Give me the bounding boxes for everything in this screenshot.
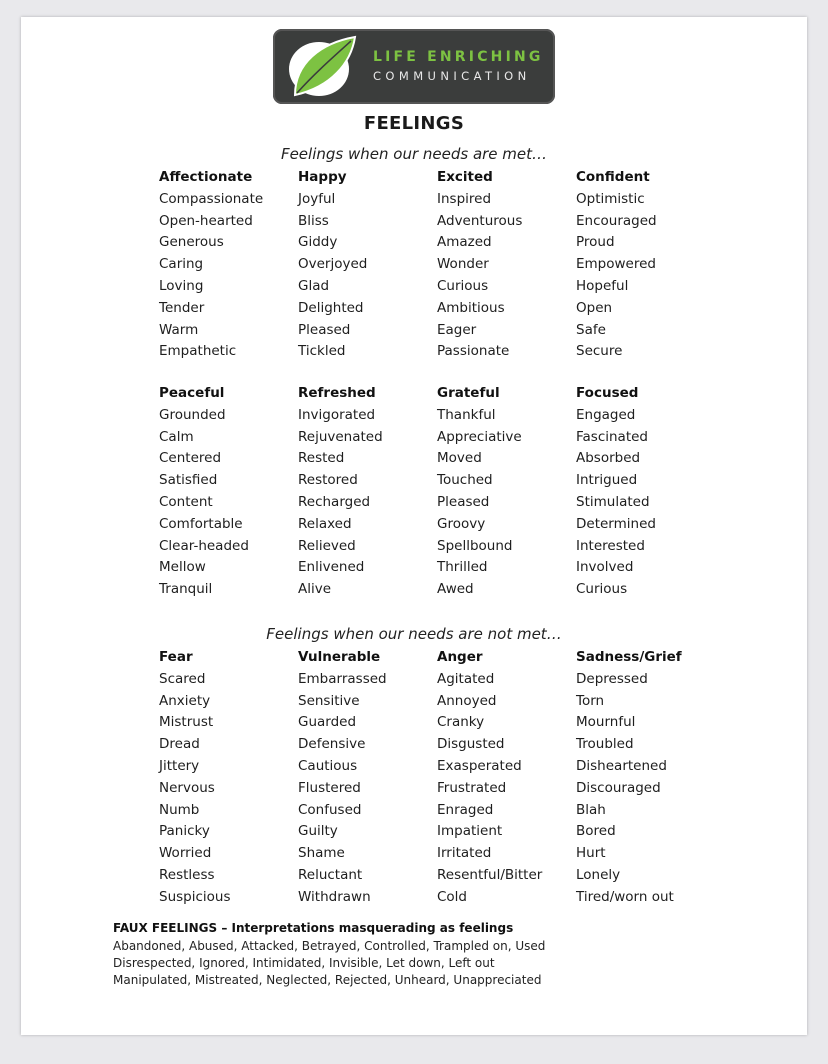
- page-title: FEELINGS: [363, 113, 465, 134]
- feeling-word: Relaxed: [298, 515, 352, 532]
- feeling-word: Agitated: [437, 670, 495, 687]
- feeling-word: Rejuvenated: [298, 428, 383, 445]
- feeling-word: Torn: [576, 692, 605, 709]
- feeling-column: [159, 167, 298, 363]
- feeling-word: Impatient: [437, 823, 503, 840]
- feeling-word: Amazed: [437, 234, 492, 251]
- feeling-word: Empowered: [576, 256, 656, 273]
- feeling-column: [576, 647, 715, 909]
- feeling-word: Irritated: [437, 845, 492, 862]
- category-heading: Refreshed: [298, 385, 376, 401]
- feeling-word: Lonely: [576, 866, 621, 883]
- feeling-word: Disgusted: [437, 736, 505, 753]
- feeling-word: Panicky: [159, 823, 210, 840]
- feeling-word: Moved: [437, 450, 482, 467]
- category-heading: Peaceful: [159, 385, 225, 401]
- category-heading: Affectionate: [159, 169, 253, 185]
- feeling-word: Mellow: [159, 559, 206, 576]
- feeling-word: Touched: [437, 472, 493, 489]
- feeling-word: Sensitive: [298, 692, 360, 709]
- logo-line1: LIFE ENRICHING: [373, 49, 544, 65]
- category-heading: Grateful: [437, 385, 500, 401]
- feeling-column: [437, 647, 576, 909]
- faux-feelings-line: Abandoned, Abused, Attacked, Betrayed, Controlled, Trampled on, Used: [113, 939, 546, 953]
- feeling-word: Engaged: [576, 406, 636, 423]
- feeling-word: Tender: [159, 299, 205, 316]
- feeling-word: Spellbound: [437, 537, 513, 554]
- category-heading: Vulnerable: [298, 649, 381, 665]
- feeling-word: Joyful: [298, 190, 336, 207]
- feeling-word: Suspicious: [159, 888, 231, 905]
- feeling-word: Warm: [159, 321, 199, 338]
- feeling-word: Scared: [159, 670, 206, 687]
- feeling-word: Defensive: [298, 736, 366, 753]
- feeling-word: Awed: [437, 581, 474, 598]
- logo-line2: COMMUNICATION: [373, 69, 531, 83]
- feeling-word: Curious: [437, 277, 489, 294]
- feeling-word: Invigorated: [298, 406, 376, 423]
- feeling-word: Hurt: [576, 845, 606, 862]
- feeling-word: Satisfied: [159, 472, 218, 489]
- feeling-word: Recharged: [298, 493, 371, 510]
- feeling-word: Interested: [576, 537, 645, 554]
- feeling-word: Tranquil: [159, 581, 213, 598]
- feeling-word: Discouraged: [576, 779, 661, 796]
- logo: [273, 29, 555, 104]
- feeling-word: Cold: [437, 888, 468, 905]
- feeling-word: Jittery: [159, 757, 200, 774]
- feeling-word: Glad: [298, 277, 330, 294]
- feeling-word: Blah: [576, 801, 606, 818]
- feeling-column: [298, 167, 437, 363]
- feeling-word: Centered: [159, 450, 222, 467]
- feeling-word: Optimistic: [576, 190, 645, 207]
- feeling-column: [298, 383, 437, 601]
- feeling-word: Secure: [576, 343, 623, 360]
- feeling-word: Safe: [576, 321, 606, 338]
- feeling-word: Shame: [298, 845, 345, 862]
- feeling-word: Bliss: [298, 212, 329, 229]
- feeling-word: Mistrust: [159, 714, 214, 731]
- feeling-word: Relieved: [298, 537, 356, 554]
- feeling-word: Delighted: [298, 299, 364, 316]
- document-page: [21, 17, 807, 1035]
- feeling-word: Rested: [298, 450, 345, 467]
- feeling-word: Overjoyed: [298, 256, 368, 273]
- feeling-column: [437, 383, 576, 601]
- feeling-column: [159, 383, 298, 601]
- feeling-word: Loving: [159, 277, 204, 294]
- leaf-icon: [281, 33, 361, 100]
- faux-feelings-heading: FAUX FEELINGS – Interpretations masquerading as feelings: [113, 921, 514, 935]
- feeling-word: Confused: [298, 801, 362, 818]
- feeling-word: Enlivened: [298, 559, 365, 576]
- feeling-word: Comfortable: [159, 515, 243, 532]
- feeling-word: Absorbed: [576, 450, 641, 467]
- feeling-word: Curious: [576, 581, 628, 598]
- faux-feelings-line: Manipulated, Mistreated, Neglected, Rejected, Unheard, Unappreciated: [113, 973, 542, 987]
- feeling-word: Annoyed: [437, 692, 497, 709]
- feeling-word: Involved: [576, 559, 634, 576]
- feeling-word: Guarded: [298, 714, 357, 731]
- feeling-word: Bored: [576, 823, 616, 840]
- feeling-word: Embarrassed: [298, 670, 387, 687]
- feeling-word: Encouraged: [576, 212, 657, 229]
- feeling-word: Tired/worn out: [576, 888, 674, 905]
- needs-not-met-heading: Feelings when our needs are not met…: [266, 625, 562, 643]
- feeling-word: Cranky: [437, 714, 485, 731]
- feeling-word: Fascinated: [576, 428, 649, 445]
- needs-met-heading: Feelings when our needs are met…: [280, 145, 548, 163]
- feelings-grid-met-1: [159, 167, 715, 363]
- feeling-word: Thrilled: [437, 559, 488, 576]
- feeling-word: Inspired: [437, 190, 492, 207]
- feeling-word: Flustered: [298, 779, 361, 796]
- feeling-word: Troubled: [576, 736, 634, 753]
- category-heading: Sadness/Grief: [576, 649, 682, 665]
- feeling-word: Worried: [159, 845, 212, 862]
- feeling-word: Nervous: [159, 779, 215, 796]
- feelings-grid-not-met: [159, 647, 715, 909]
- feeling-column: [576, 383, 715, 601]
- feeling-word: Disheartened: [576, 757, 667, 774]
- feeling-word: Open: [576, 299, 613, 316]
- feeling-word: Generous: [159, 234, 224, 251]
- feeling-word: Caring: [159, 256, 204, 273]
- feeling-word: Anxiety: [159, 692, 211, 709]
- feeling-word: Reluctant: [298, 866, 363, 883]
- feeling-word: Guilty: [298, 823, 338, 840]
- feeling-word: Depressed: [576, 670, 648, 687]
- feeling-word: Alive: [298, 581, 332, 598]
- feeling-word: Thankful: [437, 406, 496, 423]
- feeling-word: Intrigued: [576, 472, 638, 489]
- category-heading: Happy: [298, 169, 347, 185]
- feeling-word: Tickled: [298, 343, 346, 360]
- feeling-word: Groovy: [437, 515, 486, 532]
- feeling-word: Calm: [159, 428, 194, 445]
- category-heading: Excited: [437, 169, 493, 185]
- feeling-column: [437, 167, 576, 363]
- feeling-word: Ambitious: [437, 299, 505, 316]
- feeling-word: Frustrated: [437, 779, 507, 796]
- feeling-word: Eager: [437, 321, 477, 338]
- feeling-word: Mournful: [576, 714, 636, 731]
- feeling-word: Hopeful: [576, 277, 629, 294]
- feeling-word: Determined: [576, 515, 656, 532]
- category-heading: Anger: [437, 649, 483, 665]
- feeling-word: Pleased: [298, 321, 351, 338]
- feeling-word: Stimulated: [576, 493, 650, 510]
- feeling-word: Grounded: [159, 406, 226, 423]
- feeling-word: Giddy: [298, 234, 338, 251]
- feeling-word: Pleased: [437, 493, 490, 510]
- feeling-word: Adventurous: [437, 212, 523, 229]
- category-heading: Focused: [576, 385, 639, 401]
- feeling-word: Open-hearted: [159, 212, 253, 229]
- feeling-word: Numb: [159, 801, 200, 818]
- feeling-word: Content: [159, 493, 213, 510]
- feeling-column: [159, 647, 298, 909]
- feeling-column: [298, 647, 437, 909]
- category-heading: Confident: [576, 169, 650, 185]
- feeling-word: Restless: [159, 866, 215, 883]
- feeling-word: Exasperated: [437, 757, 522, 774]
- category-heading: Fear: [159, 649, 193, 665]
- feeling-word: Clear-headed: [159, 537, 249, 554]
- feeling-word: Withdrawn: [298, 888, 371, 905]
- feeling-word: Restored: [298, 472, 358, 489]
- feeling-column: [576, 167, 715, 363]
- feeling-word: Proud: [576, 234, 615, 251]
- feeling-word: Compassionate: [159, 190, 264, 207]
- faux-feelings-line: Disrespected, Ignored, Intimidated, Invisible, Let down, Left out: [113, 956, 495, 970]
- feeling-word: Enraged: [437, 801, 494, 818]
- feeling-word: Passionate: [437, 343, 510, 360]
- feeling-word: Wonder: [437, 256, 489, 273]
- feelings-grid-met-2: [159, 383, 715, 601]
- feeling-word: Empathetic: [159, 343, 237, 360]
- feeling-word: Dread: [159, 736, 200, 753]
- feeling-word: Appreciative: [437, 428, 522, 445]
- feeling-word: Cautious: [298, 757, 358, 774]
- feeling-word: Resentful/Bitter: [437, 866, 543, 883]
